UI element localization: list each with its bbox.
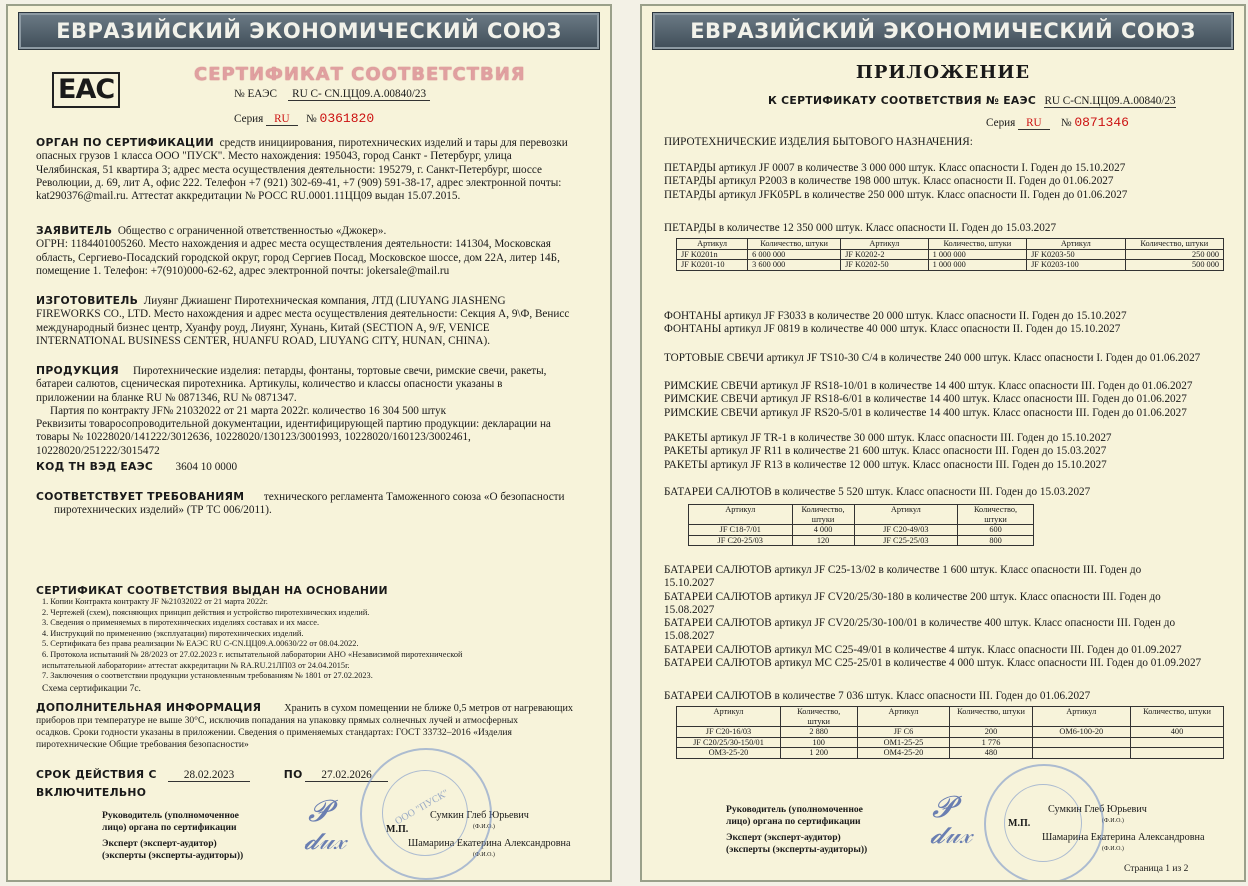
head-name: Сумкин Глеб Юрьевич (1048, 804, 1147, 815)
rockets-list (664, 432, 1240, 472)
number-value: 0361820 (319, 111, 375, 126)
table-row (677, 727, 1224, 738)
table-cell: JF C20-16/03 (677, 727, 781, 738)
batteries-total-1: БАТАРЕИ САЛЮТОВ в количестве 5 520 штук. Класс опасности III. Годен до 15.03.2027 (664, 486, 1091, 498)
scheme-line: Схема сертификации 7с. (42, 683, 141, 694)
table-row (677, 249, 1224, 260)
series-label: Серия (234, 113, 264, 125)
basis-item: 2. Чертежей (схем), поясняющих принцип действия и устройство пиротехнических изделий. (42, 607, 370, 617)
table-header-row (689, 505, 1034, 525)
item-line: ПЕТАРДЫ артикул JFK05PL в количестве 250 000 штук. Класс опасности II. Годен до 01.06.2027 (664, 188, 1128, 201)
table-cell: JF K0202-50 (841, 260, 929, 271)
additional-heading: ДОПОЛНИТЕЛЬНАЯ ИНФОРМАЦИЯ (36, 701, 262, 714)
table-cell: OM6-100-20 (1032, 727, 1130, 738)
table-cell: 6 000 000 (748, 249, 841, 260)
table-header-cell: Артикул (677, 707, 781, 727)
category-heading: ПИРОТЕХНИЧЕСКИЕ ИЗДЕЛИЯ БЫТОВОГО НАЗНАЧЕНИЯ: (664, 136, 973, 148)
applicant-section (36, 224, 606, 278)
signature-head: 𝓟 (308, 794, 330, 829)
head-label-line: Руководитель (уполномоченное (726, 804, 863, 815)
validity-inclusive: ВКЛЮЧИТЕЛЬНО (36, 786, 147, 799)
series-line (234, 112, 374, 126)
applicant-line: ОГРН: 1184401005260. Место нахождения и адрес места осуществления деятельности: 141304, Московская (36, 238, 551, 251)
item-line: РИМСКИЕ СВЕЧИ артикул JF RS18-6/01 в количестве 14 400 штук. Класс опасности III. Годен до 01.06.2027 (664, 393, 1187, 406)
number-label: № (306, 113, 317, 125)
table-cell: 500 000 (1125, 260, 1223, 271)
item-line: ПЕТАРДЫ артикул JF 0007 в количестве 3 000 000 штук. Класс опасности I. Годен до 15.10.2027 (664, 162, 1126, 174)
additional-line: Хранить в сухом помещении не ближе 0,5 метров от нагревающих (284, 703, 574, 714)
validity-from: 28.02.2023 (168, 769, 250, 782)
registration-number (234, 88, 430, 101)
series-line (986, 116, 1129, 130)
product-section (36, 364, 606, 458)
conformity-heading: СООТВЕТСТВУЕТ ТРЕБОВАНИЯМ (36, 490, 245, 503)
item-line: БАТАРЕИ САЛЮТОВ артикул JF CV20/25/30-180 в количестве 200 штук. Класс опасности III. Годен до (664, 590, 1161, 603)
item-line: ФОНТАНЫ артикул JF F3033 в количестве 20 000 штук. Класс опасности II. Годен до 15.10.2027 (664, 310, 1127, 322)
head-label-line: Руководитель (уполномоченное (102, 810, 239, 821)
table-header-cell: Количество, штуки (780, 707, 857, 727)
batteries-table-2 (676, 706, 1224, 759)
product-line: товары № 10228020/141222/3012636, 10228020/130123/3001993, 10228020/160123/3002461, (36, 431, 471, 444)
table-header-cell: Количество, штуки (1130, 707, 1223, 727)
mp-label: М.П. (386, 824, 409, 835)
table-row (677, 748, 1224, 759)
organ-heading: ОРГАН ПО СЕРТИФИКАЦИИ (36, 136, 215, 149)
conformity-line: пиротехнических изделий» (ТР ТС 006/2011). (54, 504, 272, 517)
table-header-cell: Артикул (677, 239, 748, 250)
table-row (677, 260, 1224, 271)
batteries-table-1 (688, 504, 1034, 546)
table-row (677, 737, 1224, 748)
validity-to-label: ПО (283, 768, 303, 781)
signature-head: 𝓟 (932, 790, 954, 825)
batteries-total-2: БАТАРЕИ САЛЮТОВ в количестве 7 036 штук. Класс опасности III. Годен до 01.06.2027 (664, 690, 1091, 702)
banner: ЕВРАЗИЙСКИЙ ЭКОНОМИЧЕСКИЙ СОЮЗ (652, 12, 1234, 50)
table-header-cell: Артикул (689, 505, 793, 525)
table-header-row (677, 239, 1224, 250)
number-label: № (1060, 117, 1072, 129)
manufacturer-line: международный бизнес центр, Хуанфу роуд, Лиуянг, Хунань, Китай (SECTION A, 9/F, VENICE (36, 321, 490, 334)
table-cell: 1 776 (950, 737, 1032, 748)
item-line: РИМСКИЕ СВЕЧИ артикул JF RS18-10/01 в количестве 14 400 штук. Класс опасности III. Годен до 01.06.2027 (664, 380, 1193, 392)
organ-line: средств инициирования, пиротехнических изделий и тары для перевозки (219, 137, 568, 149)
basis-item: 5. Сертификата без права реализации № ЕАЭС RU С-CN.ЦЦ09.А.00630/22 от 08.04.2022. (42, 639, 359, 649)
seal-stamp (984, 764, 1104, 882)
basis-item: испытательной лаборатории» аттестат аккредитации № RA.RU.21ЛП03 от 24.04.2015г. (42, 660, 350, 670)
fio-label: (Ф.И.О.) (1102, 846, 1124, 852)
head-label (102, 810, 239, 834)
validity-heading: СРОК ДЕЙСТВИЯ С (36, 768, 157, 781)
manufacturer-line: FIREWORKS CO., LTD. Место нахождения и адрес места осуществления деятельности: Секция А, 9\Ф, Венисс (36, 308, 570, 321)
expert-label-line: Эксперт (эксперт-аудитор) (726, 832, 841, 843)
basis-item: 1. Копии Контракта контракту JF №21032022 от 21 марта 2022г. (42, 597, 268, 606)
product-line: батареи салютов, сценическая пиротехника. Артикулы, количество и классы опасности указаны в (36, 378, 503, 391)
additional-line: приборов при температуре не выше 30°С, исключив попадания на упаковку прямых солнечных лучей и атмосферных (36, 715, 519, 726)
table-header-cell: Количество, штуки (958, 505, 1034, 525)
conformity-line: технического регламента Таможенного союза «О безопасности (263, 491, 565, 503)
table-cell: JF C20/25/30-150/01 (677, 737, 781, 748)
item-line: РАКЕТЫ артикул JF R13 в количестве 12 000 штук. Класс опасности III. Годен до 15.10.2027 (664, 458, 1107, 471)
signature-expert: 𝓭𝓊𝓍 (304, 826, 346, 856)
expert-name: Шамарина Екатерина Александровна (1042, 832, 1205, 843)
eac-logo: EAC (52, 72, 120, 108)
expert-label-line: Эксперт (эксперт-аудитор) (102, 838, 217, 849)
table-cell: OM4-25-20 (857, 748, 950, 759)
table-cell: JF C20-49/03 (854, 525, 958, 536)
table-cell: JF K0203-50 (1027, 249, 1125, 260)
item-line: 15.10.2027 (664, 577, 715, 590)
table-cell: OM3-25-20 (677, 748, 781, 759)
manufacturer-line: Лиуянг Джиашенг Пиротехническая компания, ЛТД (LIUYANG JIASHENG (143, 295, 506, 307)
basis-item: 4. Инструкций по применению (эксплуатации) пиротехнических изделий. (42, 628, 304, 638)
tnved-heading: КОД ТН ВЭД ЕАЭС (36, 460, 154, 473)
roman-candles-list (664, 380, 1240, 420)
item-line: 15.08.2027 (664, 603, 715, 616)
certificate-title: СЕРТИФИКАТ СООТВЕТСТВИЯ (194, 64, 526, 85)
validity-section (36, 768, 606, 782)
table-cell: JF C18-7/01 (689, 525, 793, 536)
table-cell: JF C25-25/03 (854, 535, 958, 546)
table-cell: JF K0201n (677, 249, 748, 260)
item-line: 15.08.2027 (664, 630, 715, 643)
series-value: RU (1018, 117, 1050, 130)
signature-expert: 𝓭𝓊𝓍 (930, 820, 972, 850)
cakes-line: ТОРТОВЫЕ СВЕЧИ артикул JF TS10-30 C/4 в количестве 240 000 штук. Класс опасности I. Годен до 01.06.2027 (664, 352, 1201, 364)
table-cell (1130, 748, 1223, 759)
table-cell: JF C20-25/03 (689, 535, 793, 546)
head-label-line: лицо) органа по сертификации (102, 822, 237, 833)
manufacturer-line: INTERNATIONAL BUSINESS CENTER, HUANFU ROAD, LIUYANG CITY, HUNAN, CHINA). (36, 334, 491, 347)
table-cell: 1 000 000 (928, 249, 1026, 260)
item-line: ФОНТАНЫ артикул JF 0819 в количестве 40 000 штук. Класс опасности II. Годен до 15.10.2027 (664, 323, 1121, 336)
page-number: Страница 1 из 2 (1124, 864, 1189, 874)
expert-label-line: (эксперты (эксперты-аудиторы)) (102, 850, 244, 861)
fio-label: (Ф.И.О.) (473, 824, 495, 830)
product-line: Партия по контракту JF№ 21032022 от 21 марта 2022г. количество 16 304 500 штук (50, 404, 447, 417)
fio-label: (Ф.И.О.) (473, 852, 495, 858)
table-cell: 2 880 (780, 727, 857, 738)
table-cell: JF K0202-2 (841, 249, 929, 260)
table-cell: 3 600 000 (748, 260, 841, 271)
basis-heading-text: СЕРТИФИКАТ СООТВЕТСТВИЯ ВЫДАН НА ОСНОВАНИИ (36, 584, 388, 597)
additional-line: пиротехнические Общие требования безопасности» (36, 739, 249, 750)
manufacturer-section (36, 294, 606, 348)
applicant-line: область, Сергиево-Посадский городской округ, город Сергиев Посад, Московское шоссе, дом 22А, литер 14Б, (36, 251, 560, 264)
applicant-line: Общество с ограниченной ответственностью «Джокер». (117, 225, 387, 237)
basis-item: 6. Протокола испытаний № 28/2023 от 27.02.2023 г. испытательной лаборатории АНО «Независимой пиротехнической (42, 649, 463, 659)
additional-info (36, 702, 608, 751)
conformity-section (36, 490, 606, 518)
table-cell: JF K0201-10 (677, 260, 748, 271)
organ-section (36, 136, 606, 203)
series-value: RU (266, 113, 298, 126)
table-cell: 120 (792, 535, 854, 546)
table-cell (1130, 737, 1223, 748)
table-header-row (677, 707, 1224, 727)
item-line: БАТАРЕИ САЛЮТОВ артикул MC C25-25/01 в количестве 4 000 штук. Класс опасности III. Годен до 01.09.2027 (664, 657, 1202, 670)
table-cell: 250 000 (1125, 249, 1223, 260)
basis-item: 3. Сведения о применяемых в пиротехнических изделиях составах и их массе. (42, 618, 320, 628)
applicant-line: помещение 1. Телефон: +7(910)000-62-62, адрес электронной почты: jokersale@mail.ru (36, 264, 450, 277)
table-cell: 4 000 (792, 525, 854, 536)
product-line: Пиротехнические изделия: петарды, фонтаны, тортовые свечи, римские свечи, ракеты, (132, 365, 547, 377)
table-header-cell: Количество, штуки (1125, 239, 1223, 250)
seal-stamp (360, 748, 492, 880)
table-cell: 480 (950, 748, 1032, 759)
head-name: Сумкин Глеб Юрьевич (430, 810, 529, 821)
petards-list (664, 162, 1240, 202)
applicant-heading: ЗАЯВИТЕЛЬ (36, 224, 113, 237)
expert-label (726, 832, 867, 856)
table-row (689, 525, 1034, 536)
item-line: РИМСКИЕ СВЕЧИ артикул JF RS20-5/01 в количестве 14 400 штук. Класс опасности III. Годен до 01.06.2027 (664, 406, 1187, 419)
item-line: РАКЕТЫ артикул JF R11 в количестве 21 600 штук. Класс опасности III. Годен до 15.03.2027 (664, 445, 1107, 458)
banner: ЕВРАЗИЙСКИЙ ЭКОНОМИЧЕСКИЙ СОЮЗ (18, 12, 600, 50)
expert-label-line: (эксперты (эксперты-аудиторы)) (726, 844, 868, 855)
head-label-line: лицо) органа по сертификации (726, 816, 861, 827)
head-label (726, 804, 863, 828)
item-line: ПЕТАРДЫ артикул P2003 в количестве 198 000 штук. Класс опасности II. Годен до 01.06.2027 (664, 175, 1114, 188)
table-cell: 200 (950, 727, 1032, 738)
tnved-value: 3604 10 0000 (175, 461, 238, 473)
appendix-page (640, 4, 1246, 882)
product-heading: ПРОДУКЦИЯ (36, 364, 119, 377)
table-header-cell: Количество, штуки (950, 707, 1032, 727)
number-value: 0871346 (1074, 115, 1129, 130)
certificate-page (6, 4, 612, 882)
table-header-cell: Артикул (1027, 239, 1125, 250)
validity-to: 27.02.2026 (305, 769, 387, 782)
series-label: Серия (986, 117, 1016, 129)
organ-line: Революции, д. 69, лит А, офис 222. Телефон +7 (921) 302-69-41, +7 (909) 591-38-17, адрес электронной почты: (36, 176, 562, 189)
organ-line: kat290376@mail.ru. Аттестат аккредитации № РОСС RU.0001.11ЦЦ09 выдан 15.07.2015. (36, 190, 461, 203)
table-header-cell: Артикул (854, 505, 958, 525)
table-cell: 1 200 (780, 748, 857, 759)
table-cell: JF C6 (857, 727, 950, 738)
table-cell: 400 (1130, 727, 1223, 738)
basis-item: 7. Заключения о соответствии продукции установленным требованиям № 1801 от 27.02.2023. (42, 671, 373, 681)
basis-list (42, 597, 608, 694)
registration-label: № ЕАЭС (234, 88, 277, 100)
table-cell: 1 000 000 (928, 260, 1026, 271)
table-cell: 600 (958, 525, 1034, 536)
mp-label: М.П. (1008, 818, 1031, 829)
item-line: БАТАРЕИ САЛЮТОВ артикул JF CV20/25/30-100/01 в количестве 400 штук. Класс опасности III. Годен до (664, 617, 1176, 630)
subtitle-value: RU С-CN.ЦЦ09.А.00840/23 (1044, 95, 1176, 107)
table-cell: OM1-25-25 (857, 737, 950, 748)
product-line: Реквизиты товаросопроводительной документации, идентифицирующей партию продукции: декларации на (36, 418, 551, 431)
subtitle-text: К СЕРТИФИКАТУ СООТВЕТСТВИЯ № ЕАЭС (768, 94, 1037, 107)
table-header-cell: Артикул (841, 239, 929, 250)
batteries-list (664, 564, 1240, 670)
table-header-cell: Артикул (857, 707, 950, 727)
item-line: БАТАРЕИ САЛЮТОВ артикул JF C25-13/02 в количестве 1 600 штук. Класс опасности III. Годен до (664, 564, 1142, 576)
organ-line: опасных грузов 1 класса ООО "ПУСК". Место нахождения: 195043, город Санкт - Петербург, улица (36, 150, 512, 163)
table-cell (1032, 748, 1130, 759)
fio-label: (Ф.И.О.) (1102, 818, 1124, 824)
table-row (689, 535, 1034, 546)
table-cell: 800 (958, 535, 1034, 546)
table-cell (1032, 737, 1130, 748)
item-line: РАКЕТЫ артикул JF TR-1 в количестве 30 000 штук. Класс опасности III. Годен до 15.10.2027 (664, 432, 1112, 444)
fountains-list (664, 310, 1240, 337)
table-header-cell: Количество, штуки (748, 239, 841, 250)
manufacturer-heading: ИЗГОТОВИТЕЛЬ (36, 294, 139, 307)
product-line: 10228020/251222/3015472 (36, 444, 160, 457)
petards-total: ПЕТАРДЫ в количестве 12 350 000 штук. Класс опасности II. Годен до 15.03.2027 (664, 222, 1057, 234)
appendix-title: ПРИЛОЖЕНИЕ (855, 62, 1031, 83)
item-line: БАТАРЕИ САЛЮТОВ артикул MC C25-49/01 в количестве 4 штук. Класс опасности III. Годен до 01.09.2027 (664, 643, 1182, 656)
table-cell: 100 (780, 737, 857, 748)
table-header-cell: Количество, штуки (928, 239, 1026, 250)
petards-table (676, 238, 1224, 271)
organ-line: Челябинская, 51 квартира 3; адрес места осуществления деятельности: 195279, г. Санкт-Петербург, шоссе (36, 163, 542, 176)
registration-value: RU С- CN.ЦЦ09.А.00840/23 (288, 88, 430, 101)
additional-line: осадков. Сроки годности указаны в приложении. Сведения о применяемых стандартах: ГОСТ 33732–2016 «Изделия (36, 727, 512, 738)
product-line: приложении на бланке RU № 0871346, RU № 0871347. (36, 391, 297, 404)
expert-label (102, 838, 243, 862)
table-header-cell: Артикул (1032, 707, 1130, 727)
table-cell: JF K0203-100 (1027, 260, 1125, 271)
stamp-text: ООО "ПУСК" (393, 787, 451, 828)
appendix-subtitle (768, 94, 1176, 108)
tnved-section (36, 460, 237, 474)
table-header-cell: Количество, штуки (792, 505, 854, 525)
expert-name: Шамарина Екатерина Александровна (408, 838, 571, 849)
